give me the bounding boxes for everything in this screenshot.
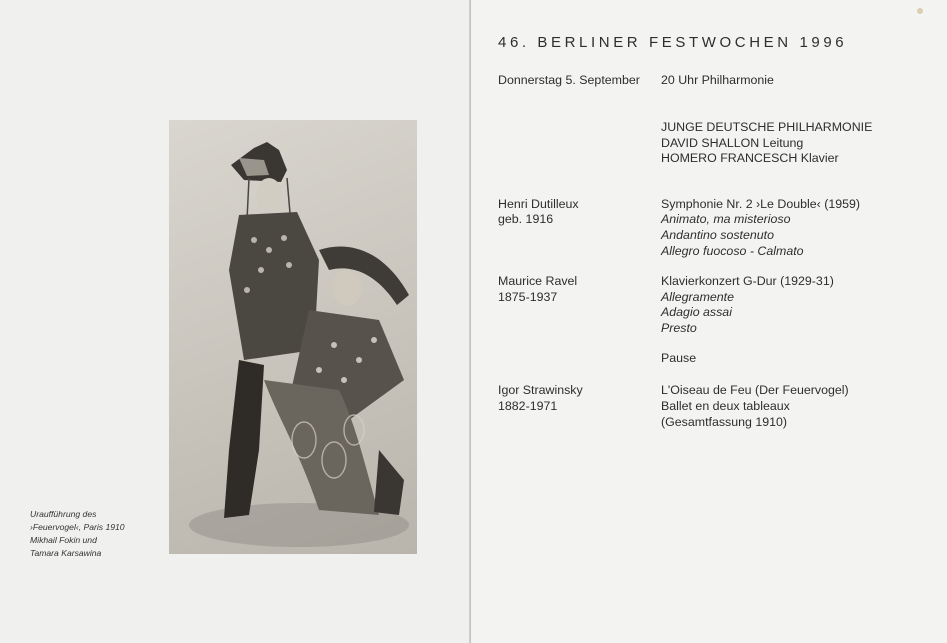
performer-orchestra: JUNGE DEUTSCHE PHILHARMONIE [661,120,873,134]
dancers-illustration [169,120,417,554]
performer-soloist: HOMERO FRANCESCH Klavier [661,151,839,165]
caption-line: Uraufführung des [30,509,97,519]
work-detail: (Gesamtfassung 1910) [661,415,788,429]
photo-caption [30,508,160,560]
movement: Presto [661,321,697,335]
movement: Allegramente [661,290,735,304]
work-title: L'Oiseau de Feu (Der Feuervogel) [661,383,849,397]
work-title: Symphonie Nr. 2 ›Le Double‹ (1959) [661,197,861,211]
paper-stain [917,8,923,14]
event-date: Donnerstag 5. September [498,73,640,87]
performer-conductor: DAVID SHALLON Leitung [661,136,804,150]
composer-dates: 1875-1937 [498,290,558,304]
composer-name: Maurice Ravel [498,274,578,288]
work-title: Klavierkonzert G-Dur (1929-31) [661,274,834,288]
event-time-venue: 20 Uhr Philharmonie [661,73,774,87]
composer-name: Igor Strawinsky [498,383,583,397]
work-detail: Ballet en deux tableaux [661,399,790,413]
right-page [471,0,947,643]
movement: Allegro fuocoso - Calmato [661,244,804,258]
movement: Animato, ma misterioso [661,212,791,226]
caption-line: Mikhail Fokin und [30,535,97,545]
composer-dates: 1882-1971 [498,399,558,413]
caption-line: Tamara Karsawina [30,548,102,558]
movement: Adagio assai [661,305,732,319]
composer-name: Henri Dutilleux [498,197,579,211]
left-page [0,0,470,643]
movement: Andantino sostenuto [661,228,774,242]
caption-line: ›Feuervogel‹, Paris 1910 [30,522,125,532]
festival-title: 46. BERLINER FESTWOCHEN 1996 [498,34,848,51]
composer-dates: geb. 1916 [498,212,554,226]
pause-label: Pause [661,351,697,365]
ballet-photograph [169,120,417,554]
